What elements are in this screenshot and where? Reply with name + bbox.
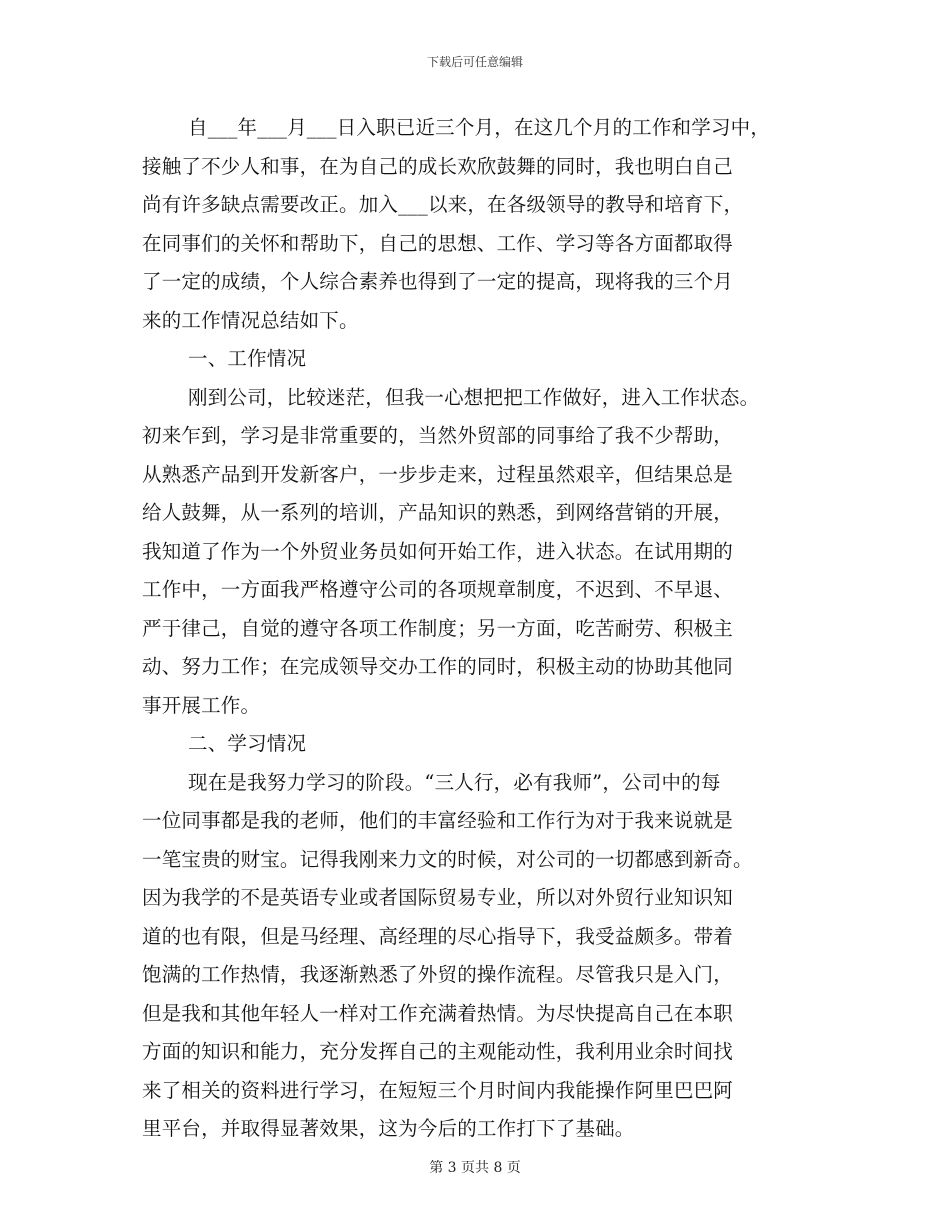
text-line: 了一定的成绩，个人综合素养也得到了一定的提高，现将我的三个月 [142, 270, 734, 293]
text-line: 尚有许多缺点需要改正。加入___以来，在各级领导的教导和培育下， [142, 193, 744, 216]
text-line: 一、工作情况 [188, 347, 307, 370]
text-line: 因为我学的不是英语专业或者国际贸易专业，所以对外贸行业知识知 [142, 886, 734, 909]
document-body [142, 109, 822, 1149]
text-line: 一笔宝贵的财宝。记得我刚来力文的时候，对公司的一切都感到新奇。 [142, 847, 753, 871]
text-line: 一位同事都是我的老师，他们的丰富经验和工作行为对于我来说就是 [142, 809, 734, 832]
text-line: 来的工作情况总结如下。 [142, 308, 359, 332]
text-line: 道的也有限，但是马经理、高经理的尽心指导下，我受益颇多。带着 [142, 924, 734, 948]
text-line: 饱满的工作热情，我逐渐熟悉了外贸的操作流程。尽管我只是入门， [142, 963, 734, 986]
page-footer: 第 3 页共 8 页 [429, 1160, 521, 1176]
text-line: 我知道了作为一个外贸业务员如何开始工作，进入状态。在试用期的 [142, 539, 734, 563]
text-line: 刚到公司，比较迷茫，但我一心想把把工作做好，进入工作状态。 [188, 385, 760, 409]
text-line: 自___年___月___日入职已近三个月，在这几个月的工作和学习中， [188, 116, 771, 139]
text-line: 在同事们的关怀和帮助下，自己的思想、工作、学习等各方面都取得 [142, 231, 734, 255]
text-line: 方面的知识和能力，充分发挥自己的主观能动性，我利用业余时间找 [142, 1040, 734, 1063]
text-line: 接触了不少人和事，在为自己的成长欢欣鼓舞的同时，我也明白自己 [142, 154, 734, 178]
text-line: 二、学习情况 [188, 732, 307, 755]
text-line: 动、努力工作；在完成领导交办工作的同时，积极主动的协助其他同 [142, 655, 734, 678]
text-line: 但是我和其他年轻人一样对工作充满着热情。为尽快提高自己在本职 [142, 1001, 734, 1025]
text-line: 事开展工作。 [142, 693, 261, 717]
text-line: 从熟悉产品到开发新客户，一步步走来，过程虽然艰辛，但结果总是 [142, 462, 734, 486]
text-line: 里平台，并取得显著效果，这为今后的工作打下了基础。 [142, 1117, 635, 1140]
text-line: 给人鼓舞，从一系列的培训，产品知识的熟悉，到网络营销的开展， [142, 501, 734, 524]
text-line: 初来乍到，学习是非常重要的，当然外贸部的同事给了我不少帮助， [142, 424, 734, 447]
text-line: 工作中，一方面我严格遵守公司的各项规章制度，不迟到、不早退、 [142, 578, 734, 601]
text-line: 严于律己，自觉的遵守各项工作制度；另一方面，吃苦耐劳、积极主 [142, 616, 734, 640]
text-line: 来了相关的资料进行学习，在短短三个月时间内我能操作阿里巴巴阿 [142, 1078, 734, 1102]
text-line: 现在是我努力学习的阶段。“三人行，必有我师”，公司中的每 [188, 770, 721, 794]
page-header: 下载后可任意编辑 [426, 55, 523, 69]
